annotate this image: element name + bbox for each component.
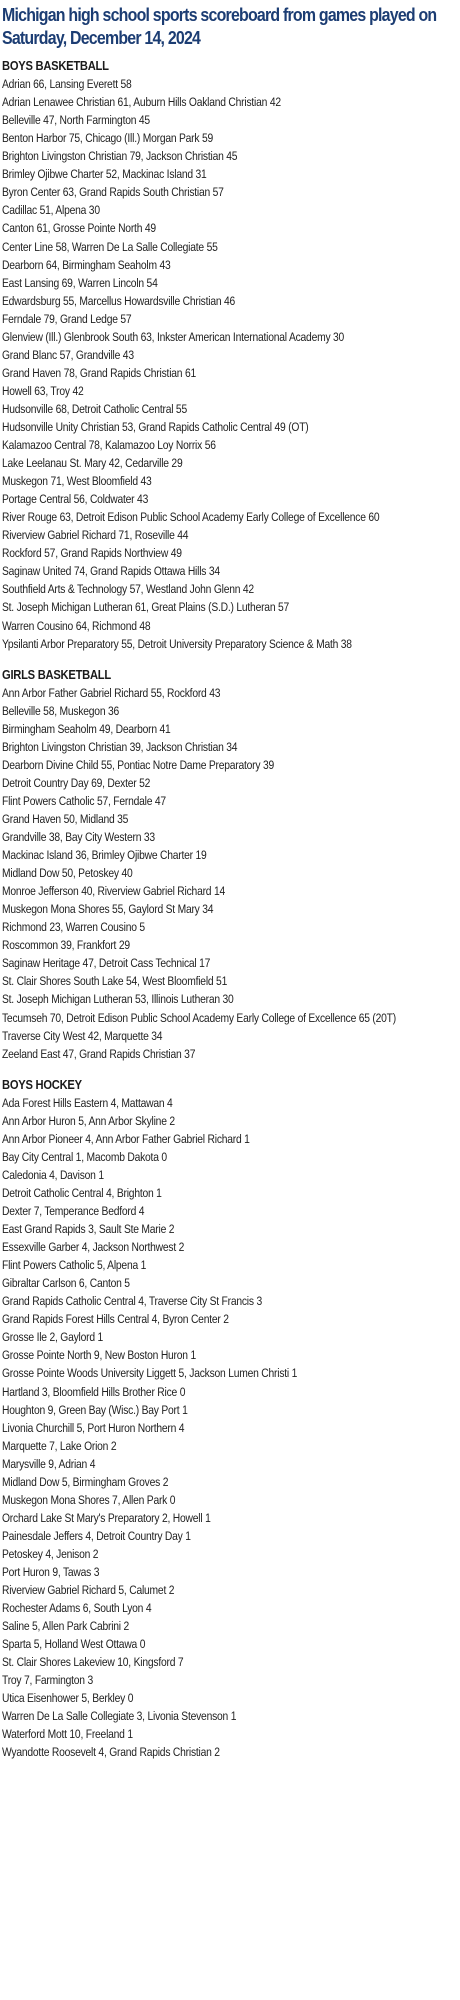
game-result: Painesdale Jeffers 4, Detroit Country Day 1 — [2, 1528, 191, 1543]
game-result: Dearborn Divine Child 55, Pontiac Notre Dame Preparatory 39 — [2, 757, 275, 772]
page-title: Michigan high school sports scoreboard from games played on Saturday, December 14, 2024 — [2, 4, 437, 48]
game-result: Belleville 47, North Farmington 45 — [2, 113, 150, 128]
game-result: Saline 5, Allen Park Cabrini 2 — [2, 1619, 130, 1634]
game-result: Grand Rapids Forest Hills Central 4, Byron Center 2 — [2, 1312, 229, 1327]
game-result: Zeeland East 47, Grand Rapids Christian 37 — [2, 1046, 196, 1061]
game-result: Grosse Pointe Woods University Liggett 5, Jackson Lumen Christi 1 — [2, 1366, 298, 1381]
game-result: Port Huron 9, Tawas 3 — [2, 1564, 100, 1579]
game-result: Birmingham Seaholm 49, Dearborn 41 — [2, 721, 171, 736]
game-result: Saginaw United 74, Grand Rapids Ottawa Hills 34 — [2, 564, 220, 579]
results-list — [2, 684, 454, 1063]
game-result: Ann Arbor Pioneer 4, Ann Arbor Father Gabriel Richard 1 — [2, 1131, 250, 1146]
game-result: St. Clair Shores South Lake 54, West Bloomfield 51 — [2, 974, 228, 989]
game-result: Mackinac Island 36, Brimley Ojibwe Charter 19 — [2, 848, 207, 863]
game-result: Petoskey 4, Jenison 2 — [2, 1546, 99, 1561]
game-result: Hartland 3, Bloomfield Hills Brother Rice 0 — [2, 1384, 186, 1399]
game-result: Benton Harbor 75, Chicago (Ill.) Morgan Park 59 — [2, 131, 214, 146]
game-result: Edwardsburg 55, Marcellus Howardsville Christian 46 — [2, 293, 236, 308]
scoreboard-sections — [2, 57, 454, 1762]
game-result: Ada Forest Hills Eastern 4, Mattawan 4 — [2, 1095, 173, 1110]
game-result: Muskegon Mona Shores 7, Allen Park 0 — [2, 1492, 176, 1507]
game-result: Grand Blanc 57, Grandville 43 — [2, 347, 134, 362]
game-result: Grosse Ile 2, Gaylord 1 — [2, 1330, 104, 1345]
game-result: St. Clair Shores Lakeview 10, Kingsford 7 — [2, 1655, 184, 1670]
game-result: Adrian Lenawee Christian 61, Auburn Hills Oakland Christian 42 — [2, 95, 281, 110]
game-result: St. Joseph Michigan Lutheran 61, Great Plains (S.D.) Lutheran 57 — [2, 600, 290, 615]
game-result: Wyandotte Roosevelt 4, Grand Rapids Christian 2 — [2, 1745, 220, 1760]
game-result: Muskegon 71, West Bloomfield 43 — [2, 474, 152, 489]
game-result: Cadillac 51, Alpena 30 — [2, 203, 100, 218]
scoreboard-section — [2, 1076, 454, 1762]
game-result: Midland Dow 5, Birmingham Groves 2 — [2, 1474, 169, 1489]
results-list — [2, 1094, 454, 1762]
game-result: Grosse Pointe North 9, New Boston Huron 1 — [2, 1348, 196, 1363]
game-result: Monroe Jefferson 40, Riverview Gabriel Richard 14 — [2, 884, 226, 899]
game-result: Hudsonville Unity Christian 53, Grand Rapids Catholic Central 49 (OT) — [2, 419, 309, 434]
game-result: Grand Haven 50, Midland 35 — [2, 812, 129, 827]
game-result: Brimley Ojibwe Charter 52, Mackinac Island 31 — [2, 167, 207, 182]
game-result: Riverview Gabriel Richard 71, Roseville 44 — [2, 528, 189, 543]
game-result: Gibraltar Carlson 6, Canton 5 — [2, 1276, 130, 1291]
game-result: Belleville 58, Muskegon 36 — [2, 703, 120, 718]
game-result: Byron Center 63, Grand Rapids South Christian 57 — [2, 185, 224, 200]
game-result: Midland Dow 50, Petoskey 40 — [2, 866, 133, 881]
game-result: Glenview (Ill.) Glenbrook South 63, Inkster American International Academy 30 — [2, 329, 345, 344]
game-result: Warren De La Salle Collegiate 3, Livonia Stevenson 1 — [2, 1709, 237, 1724]
game-result: Canton 61, Grosse Pointe North 49 — [2, 221, 156, 236]
game-result: Richmond 23, Warren Cousino 5 — [2, 920, 145, 935]
scoreboard-section — [2, 666, 454, 1063]
game-result: East Lansing 69, Warren Lincoln 54 — [2, 275, 158, 290]
game-result: Lake Leelanau St. Mary 42, Cedarville 29 — [2, 456, 183, 471]
game-result: East Grand Rapids 3, Sault Ste Marie 2 — [2, 1222, 175, 1237]
game-result: Portage Central 56, Coldwater 43 — [2, 492, 149, 507]
game-result: River Rouge 63, Detroit Edison Public School Academy Early College of Excellence 60 — [2, 510, 380, 525]
section-heading: GIRLS BASKETBALL — [2, 666, 111, 682]
game-result: Grand Rapids Catholic Central 4, Traverse City St Francis 3 — [2, 1294, 262, 1309]
game-result: Rockford 57, Grand Rapids Northview 49 — [2, 546, 182, 561]
game-result: Brighton Livingston Christian 39, Jackson Christian 34 — [2, 739, 238, 754]
game-result: Grandville 38, Bay City Western 33 — [2, 830, 155, 845]
game-result: Dearborn 64, Birmingham Seaholm 43 — [2, 257, 171, 272]
game-result: Howell 63, Troy 42 — [2, 383, 84, 398]
game-result: Adrian 66, Lansing Everett 58 — [2, 77, 132, 92]
game-result: Livonia Churchill 5, Port Huron Northern 4 — [2, 1420, 185, 1435]
section-heading: BOYS HOCKEY — [2, 1076, 82, 1092]
game-result: Center Line 58, Warren De La Salle Collegiate 55 — [2, 239, 218, 254]
game-result: Traverse City West 42, Marquette 34 — [2, 1028, 163, 1043]
game-result: Muskegon Mona Shores 55, Gaylord St Mary 34 — [2, 902, 214, 917]
game-result: Essexville Garber 4, Jackson Northwest 2 — [2, 1240, 185, 1255]
game-result: Grand Haven 78, Grand Rapids Christian 61 — [2, 365, 196, 380]
game-result: Rochester Adams 6, South Lyon 4 — [2, 1601, 152, 1616]
game-result: Waterford Mott 10, Freeland 1 — [2, 1727, 133, 1742]
scoreboard-section — [2, 57, 454, 653]
game-result: Brighton Livingston Christian 79, Jackson Christian 45 — [2, 149, 238, 164]
game-result: Southfield Arts & Technology 57, Westland John Glenn 42 — [2, 582, 254, 597]
section-heading: BOYS BASKETBALL — [2, 58, 109, 73]
game-result: Marquette 7, Lake Orion 2 — [2, 1438, 117, 1453]
game-result: Dexter 7, Temperance Bedford 4 — [2, 1204, 145, 1219]
game-result: Roscommon 39, Frankfort 29 — [2, 938, 130, 953]
game-result: Detroit Country Day 69, Dexter 52 — [2, 775, 151, 790]
game-result: Sparta 5, Holland West Ottawa 0 — [2, 1637, 146, 1652]
game-result: Detroit Catholic Central 4, Brighton 1 — [2, 1186, 162, 1200]
game-result: Houghton 9, Green Bay (Wisc.) Bay Port 1 — [2, 1402, 188, 1417]
game-result: Flint Powers Catholic 57, Ferndale 47 — [2, 793, 166, 808]
game-result: Troy 7, Farmington 3 — [2, 1673, 93, 1688]
game-result: Caledonia 4, Davison 1 — [2, 1167, 104, 1182]
game-result: Hudsonville 68, Detroit Catholic Central 55 — [2, 401, 187, 416]
game-result: Ypsilanti Arbor Preparatory 55, Detroit University Preparatory Science & Math 38 — [2, 636, 352, 651]
game-result: Utica Eisenhower 5, Berkley 0 — [2, 1691, 134, 1706]
game-result: Flint Powers Catholic 5, Alpena 1 — [2, 1258, 147, 1273]
game-result: Kalamazoo Central 78, Kalamazoo Loy Norrix 56 — [2, 438, 216, 453]
game-result: Riverview Gabriel Richard 5, Calumet 2 — [2, 1583, 175, 1598]
game-result: Saginaw Heritage 47, Detroit Cass Technical 17 — [2, 956, 211, 971]
game-result: Orchard Lake St Mary's Preparatory 2, Howell 1 — [2, 1510, 211, 1525]
game-result: Ann Arbor Huron 5, Ann Arbor Skyline 2 — [2, 1113, 175, 1128]
game-result: Ferndale 79, Grand Ledge 57 — [2, 311, 132, 326]
game-result: Ann Arbor Father Gabriel Richard 55, Rockford 43 — [2, 685, 221, 700]
game-result: Marysville 9, Adrian 4 — [2, 1456, 96, 1471]
results-list — [2, 75, 454, 653]
game-result: Warren Cousino 64, Richmond 48 — [2, 618, 151, 633]
game-result: Tecumseh 70, Detroit Edison Public School Academy Early College of Excellence 65 (20T) — [2, 1010, 396, 1025]
game-result: St. Joseph Michigan Lutheran 53, Illinois Lutheran 30 — [2, 992, 234, 1007]
game-result: Bay City Central 1, Macomb Dakota 0 — [2, 1149, 167, 1164]
